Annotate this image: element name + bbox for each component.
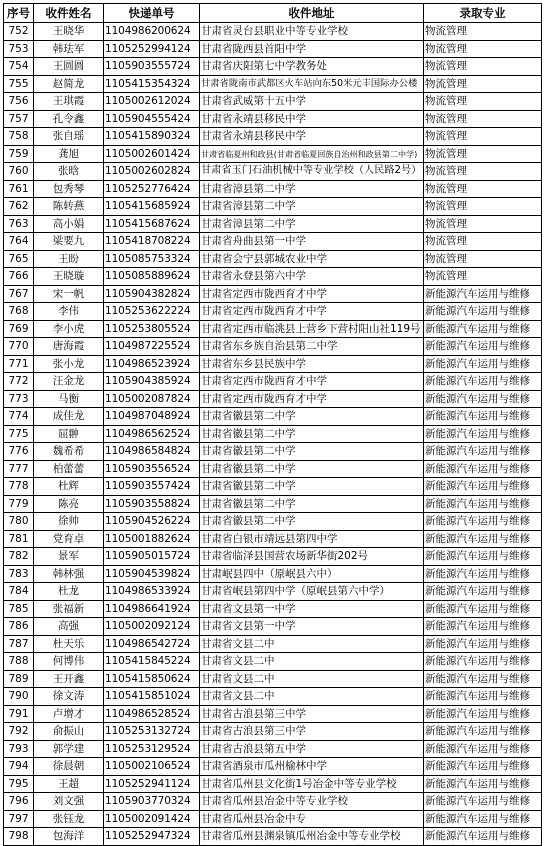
tracking-number: 1105904385924: [104, 373, 200, 391]
recipient-name: 杜龙: [34, 583, 104, 601]
recipient-name: 徐帅: [34, 513, 104, 531]
admitted-major: 新能源汽车运用与维修: [424, 758, 542, 776]
row-index: 758: [4, 128, 34, 146]
row-index: 753: [4, 40, 34, 58]
tracking-number: 1104986562524: [104, 425, 200, 443]
tracking-number: 1105903556524: [104, 460, 200, 478]
recipient-name: 孔令鑫: [34, 110, 104, 128]
recipient-address: 甘肃省东乡族自治县第二中学: [200, 338, 424, 356]
tracking-number: 1105903770324: [104, 793, 200, 811]
recipient-name: 王超: [34, 775, 104, 793]
table-row: [4, 23, 542, 41]
tracking-number: 1105252941124: [104, 775, 200, 793]
table-row: [4, 250, 542, 268]
admitted-major: 物流管理: [424, 110, 542, 128]
table-row: [4, 163, 542, 181]
tracking-number: 1105252776424: [104, 180, 200, 198]
recipient-name: 李伟: [34, 303, 104, 321]
admitted-major: 新能源汽车运用与维修: [424, 635, 542, 653]
row-index: 770: [4, 338, 34, 356]
admitted-major: 新能源汽车运用与维修: [424, 565, 542, 583]
tracking-number: 1104986533924: [104, 583, 200, 601]
recipient-address: 甘肃省陇南市武都区火车站向东50米元丰国际办公楼: [200, 75, 424, 93]
recipient-name: 王盼: [34, 250, 104, 268]
row-index: 755: [4, 75, 34, 93]
recipient-address: 甘肃省定西市陇西育才中学: [200, 303, 424, 321]
admitted-major: 新能源汽车运用与维修: [424, 303, 542, 321]
table-row: [4, 810, 542, 828]
tracking-number: 1104986542724: [104, 635, 200, 653]
recipient-address: 甘肃省东乡县民族中学: [200, 355, 424, 373]
table-row: [4, 775, 542, 793]
recipient-address: 甘肃省文县二中: [200, 653, 424, 671]
recipient-address: 甘肃省玉门石油机械中等专业学校（人民路2号）: [200, 163, 424, 181]
row-index: 771: [4, 355, 34, 373]
tracking-number: 1104987225524: [104, 338, 200, 356]
admitted-major: 新能源汽车运用与维修: [424, 723, 542, 741]
table-row: [4, 425, 542, 443]
tracking-number: 1105418708224: [104, 233, 200, 251]
recipient-address: 甘肃省文县二中: [200, 635, 424, 653]
table-row: [4, 128, 542, 146]
admitted-major: 物流管理: [424, 233, 542, 251]
recipient-address: 甘肃省徽县第二中学: [200, 495, 424, 513]
table-row: [4, 723, 542, 741]
admitted-major: 物流管理: [424, 128, 542, 146]
recipient-address: 甘肃省古浪县第三中学: [200, 723, 424, 741]
admitted-major: 新能源汽车运用与维修: [424, 478, 542, 496]
recipient-address: 甘肃省文县第一中学: [200, 618, 424, 636]
table-row: [4, 110, 542, 128]
recipient-address: 甘肃省瓜州县渊泉镇瓜州冶金中等专业学校: [200, 828, 424, 846]
recipient-address: 甘肃省定西市临洮县上营乡下营村阳山社119号: [200, 320, 424, 338]
table-row: [4, 705, 542, 723]
tracking-number: 1104986528524: [104, 705, 200, 723]
table-row: [4, 215, 542, 233]
recipient-name: 高小娟: [34, 215, 104, 233]
tracking-number: 1105415890324: [104, 128, 200, 146]
row-index: 793: [4, 740, 34, 758]
recipient-address: 甘肃省白银市靖远县第四中学: [200, 530, 424, 548]
table-row: [4, 635, 542, 653]
tracking-number: 1105002087824: [104, 390, 200, 408]
tracking-number: 1105253129524: [104, 740, 200, 758]
recipient-address: 甘肃省灵台县职业中等专业学校: [200, 23, 424, 41]
row-index: 788: [4, 653, 34, 671]
tracking-number: 1105415687624: [104, 215, 200, 233]
tracking-number: 1104986523924: [104, 355, 200, 373]
table-row: [4, 58, 542, 76]
table-row: [4, 145, 542, 163]
row-index: 761: [4, 180, 34, 198]
tracking-number: 1105002612024: [104, 93, 200, 111]
recipient-name: 包秀琴: [34, 180, 104, 198]
tracking-number: 1105415851024: [104, 688, 200, 706]
tracking-number: 1105085889624: [104, 268, 200, 286]
table-row: [4, 548, 542, 566]
row-index: 772: [4, 373, 34, 391]
recipient-name: 包海洋: [34, 828, 104, 846]
recipient-address: 甘肃省永登县第六中学: [200, 268, 424, 286]
row-index: 797: [4, 810, 34, 828]
row-index: 756: [4, 93, 34, 111]
recipient-name: 赵简龙: [34, 75, 104, 93]
table-row: [4, 40, 542, 58]
recipient-address: 甘肃省酒泉市瓜州榆林中学: [200, 758, 424, 776]
recipient-name: 魏希希: [34, 443, 104, 461]
tracking-number: 1104986641924: [104, 600, 200, 618]
recipient-name: 徐晨朝: [34, 758, 104, 776]
row-index: 786: [4, 618, 34, 636]
tracking-number: 1105415850624: [104, 670, 200, 688]
admitted-major: 新能源汽车运用与维修: [424, 705, 542, 723]
admitted-major: 新能源汽车运用与维修: [424, 740, 542, 758]
header-tracking: 快递单号: [104, 4, 200, 23]
row-index: 776: [4, 443, 34, 461]
header-major: 录取专业: [424, 4, 542, 23]
admitted-major: 新能源汽车运用与维修: [424, 618, 542, 636]
recipient-name: 梁要九: [34, 233, 104, 251]
recipient-name: 李小虎: [34, 320, 104, 338]
recipient-address: 甘肃省漳县第二中学: [200, 180, 424, 198]
admitted-major: 新能源汽车运用与维修: [424, 600, 542, 618]
row-index: 790: [4, 688, 34, 706]
recipient-address: 甘肃省定西市陇西育才中学: [200, 373, 424, 391]
table-row: [4, 180, 542, 198]
admitted-major: 新能源汽车运用与维修: [424, 425, 542, 443]
recipient-name: 宋一帆: [34, 285, 104, 303]
recipient-name: 龚旭: [34, 145, 104, 163]
row-index: 777: [4, 460, 34, 478]
recipient-name: 柏蕾蕾: [34, 460, 104, 478]
table-row: [4, 670, 542, 688]
recipient-name: 何博伟: [34, 653, 104, 671]
admitted-major: 物流管理: [424, 163, 542, 181]
table-row: [4, 618, 542, 636]
admitted-major: 物流管理: [424, 250, 542, 268]
tracking-number: 1105904555424: [104, 110, 200, 128]
table-row: [4, 565, 542, 583]
recipient-address: 甘肃省永靖县移民中学: [200, 110, 424, 128]
tracking-number: 1105085753324: [104, 250, 200, 268]
admitted-major: 新能源汽车运用与维修: [424, 320, 542, 338]
table-row: [4, 408, 542, 426]
recipient-address: 甘肃省陇西县首阳中学: [200, 40, 424, 58]
row-index: 780: [4, 513, 34, 531]
admitted-major: 物流管理: [424, 145, 542, 163]
tracking-number: 1104986584824: [104, 443, 200, 461]
row-index: 784: [4, 583, 34, 601]
recipient-name: 王开鑫: [34, 670, 104, 688]
recipient-address: 甘肃岷县四中（原岷县六中）: [200, 565, 424, 583]
recipient-address: 甘肃省文县第一中学: [200, 600, 424, 618]
recipient-name: 刘文强: [34, 793, 104, 811]
recipient-name: 汪金龙: [34, 373, 104, 391]
row-index: 791: [4, 705, 34, 723]
row-index: 781: [4, 530, 34, 548]
row-index: 785: [4, 600, 34, 618]
table-row: [4, 268, 542, 286]
admitted-major: 新能源汽车运用与维修: [424, 460, 542, 478]
recipient-name: 张晗: [34, 163, 104, 181]
table-row: [4, 530, 542, 548]
table-row: [4, 75, 542, 93]
admitted-major: 物流管理: [424, 40, 542, 58]
recipient-name: 杜天乐: [34, 635, 104, 653]
recipient-address: 甘肃省徽县第二中学: [200, 460, 424, 478]
admitted-major: 新能源汽车运用与维修: [424, 338, 542, 356]
recipient-address: 甘肃省瓜州县冶金中等专业学校: [200, 793, 424, 811]
admitted-major: 物流管理: [424, 93, 542, 111]
table-row: [4, 828, 542, 846]
tracking-number: 1105252947324: [104, 828, 200, 846]
tracking-number: 1105904382824: [104, 285, 200, 303]
admitted-major: 新能源汽车运用与维修: [424, 810, 542, 828]
admitted-major: 新能源汽车运用与维修: [424, 670, 542, 688]
row-index: 757: [4, 110, 34, 128]
row-index: 768: [4, 303, 34, 321]
recipient-address: 甘肃省文县二中: [200, 670, 424, 688]
table-row: [4, 600, 542, 618]
recipient-address: 甘肃省古浪县第五中学: [200, 740, 424, 758]
recipient-name: 徐文涛: [34, 688, 104, 706]
recipient-name: 卢增才: [34, 705, 104, 723]
table-row: [4, 495, 542, 513]
table-row: [4, 583, 542, 601]
table-row: [4, 285, 542, 303]
header-row: [4, 4, 542, 23]
tracking-number: 1105002601424: [104, 145, 200, 163]
row-index: 796: [4, 793, 34, 811]
tracking-number: 1105253805524: [104, 320, 200, 338]
tracking-number: 1104987048924: [104, 408, 200, 426]
recipient-address: 甘肃省徽县第二中学: [200, 513, 424, 531]
header-address: 收件地址: [200, 4, 424, 23]
recipient-name: 高强: [34, 618, 104, 636]
table-row: [4, 233, 542, 251]
row-index: 763: [4, 215, 34, 233]
recipient-address: 甘肃省瓜州县文化街1号冶金中等专业学校: [200, 775, 424, 793]
row-index: 775: [4, 425, 34, 443]
recipient-name: 郭学建: [34, 740, 104, 758]
admitted-major: 新能源汽车运用与维修: [424, 548, 542, 566]
admitted-major: 新能源汽车运用与维修: [424, 688, 542, 706]
recipient-name: 王琪霞: [34, 93, 104, 111]
tracking-number: 1105253132724: [104, 723, 200, 741]
row-index: 782: [4, 548, 34, 566]
admitted-major: 物流管理: [424, 180, 542, 198]
recipient-name: 屈翀: [34, 425, 104, 443]
recipient-name: 马衡: [34, 390, 104, 408]
recipient-address: 甘肃省舟曲县第一中学: [200, 233, 424, 251]
admitted-major: 新能源汽车运用与维修: [424, 653, 542, 671]
row-index: 798: [4, 828, 34, 846]
recipient-address: 甘肃省徽县第二中学: [200, 478, 424, 496]
admitted-major: 新能源汽车运用与维修: [424, 408, 542, 426]
admitted-major: 新能源汽车运用与维修: [424, 355, 542, 373]
tracking-number: 1105903558824: [104, 495, 200, 513]
recipient-table: [3, 3, 542, 846]
tracking-number: 1105002092124: [104, 618, 200, 636]
table-row: [4, 338, 542, 356]
row-index: 759: [4, 145, 34, 163]
tracking-number: 1105002602824: [104, 163, 200, 181]
admitted-major: 新能源汽车运用与维修: [424, 513, 542, 531]
row-index: 766: [4, 268, 34, 286]
recipient-address: 甘肃省漳县第二中学: [200, 198, 424, 216]
admitted-major: 新能源汽车运用与维修: [424, 828, 542, 846]
table-row: [4, 460, 542, 478]
table-row: [4, 758, 542, 776]
admitted-major: 物流管理: [424, 268, 542, 286]
row-index: 769: [4, 320, 34, 338]
row-index: 783: [4, 565, 34, 583]
recipient-name: 王圆圆: [34, 58, 104, 76]
table-row: [4, 478, 542, 496]
recipient-name: 党育卓: [34, 530, 104, 548]
table-row: [4, 793, 542, 811]
table-row: [4, 443, 542, 461]
admitted-major: 物流管理: [424, 198, 542, 216]
tracking-number: 1105905015724: [104, 548, 200, 566]
admitted-major: 新能源汽车运用与维修: [424, 583, 542, 601]
recipient-address: 甘肃省漳县第二中学: [200, 215, 424, 233]
admitted-major: 新能源汽车运用与维修: [424, 793, 542, 811]
recipient-address: 甘肃省岷县第四中学（原岷县第六中学）: [200, 583, 424, 601]
table-row: [4, 373, 542, 391]
tracking-number: 1105002091424: [104, 810, 200, 828]
recipient-address: 甘肃省古浪县第三中学: [200, 705, 424, 723]
tracking-number: 1105903557424: [104, 478, 200, 496]
row-index: 760: [4, 163, 34, 181]
recipient-address: 甘肃省定西市陇西育才中学: [200, 390, 424, 408]
tracking-number: 1105415354324: [104, 75, 200, 93]
recipient-name: 陈亮: [34, 495, 104, 513]
row-index: 779: [4, 495, 34, 513]
recipient-address: 甘肃省临泽县国营农场新华街202号: [200, 548, 424, 566]
tracking-number: 1105002106524: [104, 758, 200, 776]
row-index: 778: [4, 478, 34, 496]
table-row: [4, 320, 542, 338]
row-index: 765: [4, 250, 34, 268]
recipient-name: 张小龙: [34, 355, 104, 373]
recipient-name: 张自瑶: [34, 128, 104, 146]
recipient-address: 甘肃省武威第十五中学: [200, 93, 424, 111]
admitted-major: 新能源汽车运用与维修: [424, 775, 542, 793]
recipient-address: 甘肃省徽县第二中学: [200, 425, 424, 443]
tracking-number: 1105253622224: [104, 303, 200, 321]
recipient-address: 甘肃省会宁县郭城农业中学: [200, 250, 424, 268]
table-row: [4, 198, 542, 216]
admitted-major: 物流管理: [424, 58, 542, 76]
row-index: 752: [4, 23, 34, 41]
tracking-number: 1105415685924: [104, 198, 200, 216]
admitted-major: 新能源汽车运用与维修: [424, 495, 542, 513]
row-index: 762: [4, 198, 34, 216]
tracking-number: 1105904526224: [104, 513, 200, 531]
recipient-address: 甘肃省徽县第二中学: [200, 408, 424, 426]
table-row: [4, 513, 542, 531]
recipient-name: 陈转燕: [34, 198, 104, 216]
recipient-address: 甘肃省瓜州县冶金中专: [200, 810, 424, 828]
recipient-name: 王晓华: [34, 23, 104, 41]
row-index: 794: [4, 758, 34, 776]
header-name: 收件姓名: [34, 4, 104, 23]
table-row: [4, 93, 542, 111]
admitted-major: 物流管理: [424, 23, 542, 41]
recipient-address: 甘肃省庆阳第七中学教务处: [200, 58, 424, 76]
recipient-name: 成佳龙: [34, 408, 104, 426]
table-row: [4, 303, 542, 321]
table-row: [4, 390, 542, 408]
recipient-name: 韩林强: [34, 565, 104, 583]
admitted-major: 新能源汽车运用与维修: [424, 530, 542, 548]
table-row: [4, 740, 542, 758]
row-index: 789: [4, 670, 34, 688]
tracking-number: 1105001882624: [104, 530, 200, 548]
admitted-major: 新能源汽车运用与维修: [424, 443, 542, 461]
recipient-address: 甘肃省临夏州和政县(甘肃省临夏回族自治州和政县第二中学): [200, 145, 424, 163]
table-row: [4, 688, 542, 706]
row-index: 764: [4, 233, 34, 251]
recipient-address: 甘肃省徽县第二中学: [200, 443, 424, 461]
row-index: 773: [4, 390, 34, 408]
admitted-major: 新能源汽车运用与维修: [424, 373, 542, 391]
recipient-name: 韩珐军: [34, 40, 104, 58]
row-index: 767: [4, 285, 34, 303]
header-index: 序号: [4, 4, 34, 23]
table-body: [4, 23, 542, 846]
recipient-name: 王晓璇: [34, 268, 104, 286]
tracking-number: 1105903555724: [104, 58, 200, 76]
row-index: 787: [4, 635, 34, 653]
admitted-major: 物流管理: [424, 75, 542, 93]
recipient-name: 俞振山: [34, 723, 104, 741]
recipient-address: 甘肃省文县二中: [200, 688, 424, 706]
table-row: [4, 355, 542, 373]
row-index: 774: [4, 408, 34, 426]
tracking-number: 1105415845224: [104, 653, 200, 671]
recipient-address: 甘肃省永靖县移民中学: [200, 128, 424, 146]
tracking-number: 1105252994124: [104, 40, 200, 58]
recipient-name: 张钰龙: [34, 810, 104, 828]
tracking-number: 1105904539824: [104, 565, 200, 583]
row-index: 795: [4, 775, 34, 793]
admitted-major: 物流管理: [424, 215, 542, 233]
recipient-name: 杜辉: [34, 478, 104, 496]
recipient-name: 景军: [34, 548, 104, 566]
admitted-major: 新能源汽车运用与维修: [424, 390, 542, 408]
row-index: 754: [4, 58, 34, 76]
tracking-number: 1104986200624: [104, 23, 200, 41]
row-index: 792: [4, 723, 34, 741]
recipient-name: 唐海霞: [34, 338, 104, 356]
admitted-major: 新能源汽车运用与维修: [424, 285, 542, 303]
table-row: [4, 653, 542, 671]
recipient-name: 张福新: [34, 600, 104, 618]
recipient-address: 甘肃省定西市陇西育才中学: [200, 285, 424, 303]
